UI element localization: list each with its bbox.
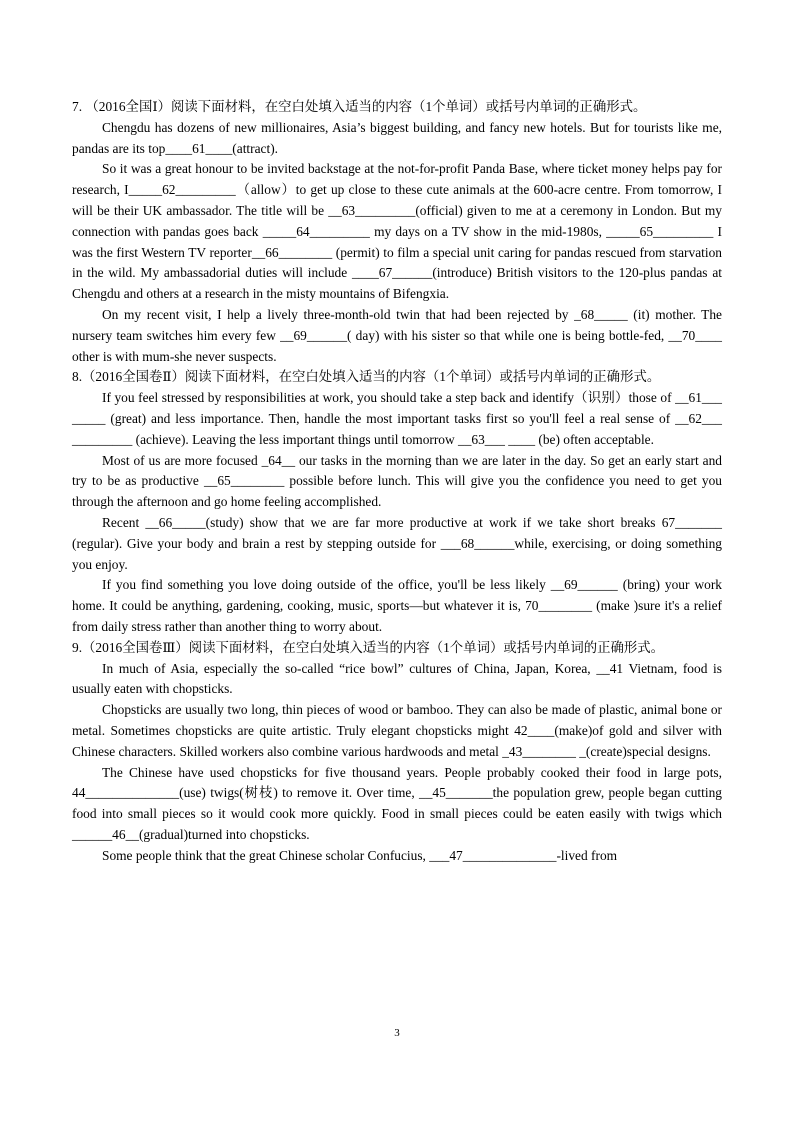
section-7-paragraph-2: So it was a great honour to be invited backstage at the not-for-profit Panda Base, where ticket money helps pay for research, I_____62_________（allow）to get up close to these cute animals at the 600-acre centre. From tomorrow, I will be their UK ambassador. The title will be __63_________(official) given to me at a ceremony in London. But my connection with pandas goes back _____64_________ my days on a TV show in the mid-1980s, _____65_________ I was the first Western TV reporter__66________ (permit) to film a special unit caring for pandas rescued from starvation in the wild. My ambassadorial duties will include ____67______(introduce) British visitors to the 120-plus pandas at Chengdu and others at a research in the misty mountains of Bifengxia. xyxy=(72,161,722,302)
section-9-heading: 9.（2016全国卷Ⅲ）阅读下面材料，在空白处填入适当的内容（1个单词）或括号内单词的正确形式。 xyxy=(72,639,665,655)
section-7-paragraph-1: Chengdu has dozens of new millionaires, Asia’s biggest building, and fancy new hotels. But for tourists like me, pandas are its top____61____(attract). xyxy=(72,119,722,156)
section-7-paragraph-3: On my recent visit, I help a lively three-month-old twin that had been rejected by _68_____ (it) mother. The nursery team switches him every few __69______( day) with his sister so that while one is being bottle-fed, __70____ other is with mum-she never suspects. xyxy=(72,306,722,364)
page-number: 3 xyxy=(394,1027,400,1039)
section-7-heading: 7. （2016全国Ⅰ）阅读下面材料，在空白处填入适当的内容（1个单词）或括号内单词的正确形式。 xyxy=(72,99,647,114)
section-8-paragraph-4: If you find something you love doing outside of the office, you'll be less likely __69______ (bring) your work home. It could be anything, gardening, cooking, music, sports—but whatever it is, 70________ (make )sure it's a relief from daily stress rather than another thing to worry about. xyxy=(72,577,722,634)
document-body xyxy=(72,97,722,866)
section-9-paragraph-3: The Chinese have used chopsticks for five thousand years. People probably cooked their food in large pots, 44______________(use) twigs(树枝) to remove it. Over time, __45_______the population grew, people began cutting food into small pieces so it would cook more quickly. Food in small pieces could be eaten easily with twigs which ______46__(gradual)turned into chopsticks. xyxy=(72,764,722,842)
section-9-paragraph-2: Chopsticks are usually two long, thin pieces of wood or bamboo. They can also be made of plastic, animal bone or metal. Sometimes chopsticks are quite artistic. Truly elegant chopsticks might 42____(make)of gold and silver with Chinese characters. Skilled workers also combine various hardwoods and metal _43________ _(create)special designs. xyxy=(72,702,722,759)
section-8-paragraph-1: If you feel stressed by responsibilities at work, you should take a step back and identify（识别）those of __61___ _____ (great) and less importance. Then, handle the most important tasks first so you'll feel a real sense of __62___ _________ (achieve). Leaving the less important things until tomorrow __63___ ____ (be) often acceptable. xyxy=(72,390,722,447)
section-9-paragraph-1: In much of Asia, especially the so-called “rice bowl” cultures of China, Japan, Korea, __41 Vietnam, food is usually eaten with chopsticks. xyxy=(72,660,722,697)
section-8-paragraph-2: Most of us are more focused _64__ our tasks in the morning than we are later in the day. So get an early start and try to be as productive __65________ possible before lunch. This will give you the confidence you need to get you through the afternoon and go home feeling accomplished. xyxy=(72,452,722,510)
section-9-paragraph-4: Some people think that the great Chinese scholar Confucius, ___47______________-lived from xyxy=(102,847,618,863)
section-8-paragraph-3: Recent __66_____(study) show that we are far more productive at work if we take short breaks 67_______ (regular). Give your body and brain a rest by stepping outside for ___68______while, exercising, or doing something you enjoy. xyxy=(72,514,722,572)
section-8-heading: 8.（2016全国卷Ⅱ）阅读下面材料，在空白处填入适当的内容（1个单词）或括号内单词的正确形式。 xyxy=(72,369,661,385)
